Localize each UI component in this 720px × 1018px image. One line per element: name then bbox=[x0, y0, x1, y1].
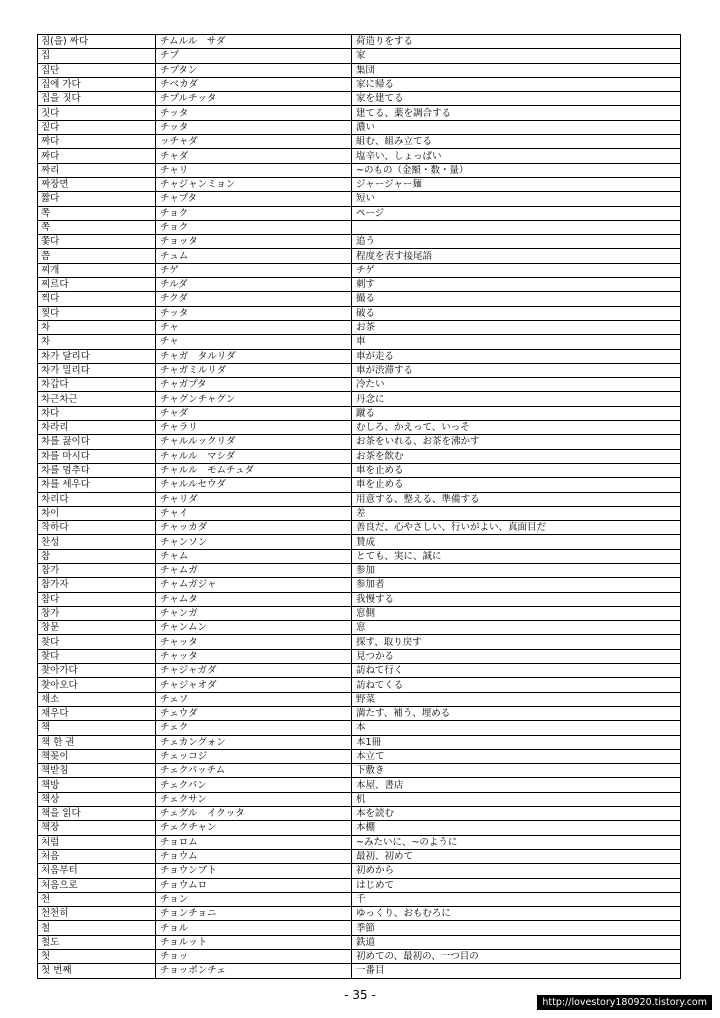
reading-cell: チャ bbox=[156, 320, 352, 334]
meaning-cell: ~のもの（金額・数・量） bbox=[352, 163, 681, 177]
reading-cell: チャダ bbox=[156, 149, 352, 163]
reading-cell: チクダ bbox=[156, 292, 352, 306]
korean-word-cell: 철도 bbox=[38, 935, 156, 949]
korean-word-cell: 찾아가다 bbox=[38, 664, 156, 678]
meaning-cell: 車を止める bbox=[352, 478, 681, 492]
reading-cell: チョク bbox=[156, 206, 352, 220]
table-row bbox=[38, 435, 681, 449]
korean-word-cell: 착하다 bbox=[38, 521, 156, 535]
table-row bbox=[38, 807, 681, 821]
table-row bbox=[38, 706, 681, 720]
korean-word-cell: 쪽 bbox=[38, 206, 156, 220]
table-row bbox=[38, 764, 681, 778]
korean-word-cell: 첫 번째 bbox=[38, 964, 156, 978]
meaning-cell: 探す、取り戻す bbox=[352, 635, 681, 649]
table-row bbox=[38, 521, 681, 535]
meaning-cell: 参加者 bbox=[352, 578, 681, 592]
korean-word-cell: 짜리 bbox=[38, 163, 156, 177]
table-row bbox=[38, 249, 681, 263]
korean-word-cell: 책장 bbox=[38, 821, 156, 835]
page-number: - 35 - bbox=[344, 988, 376, 1002]
korean-word-cell: 철 bbox=[38, 921, 156, 935]
table-row bbox=[38, 163, 681, 177]
meaning-cell: 車 bbox=[352, 335, 681, 349]
reading-cell: チョウム bbox=[156, 849, 352, 863]
meaning-cell: 一番目 bbox=[352, 964, 681, 978]
reading-cell: チョッ bbox=[156, 950, 352, 964]
korean-word-cell: 찍다 bbox=[38, 292, 156, 306]
table-row bbox=[38, 421, 681, 435]
reading-cell: チェクパッチム bbox=[156, 764, 352, 778]
korean-word-cell: 채우다 bbox=[38, 706, 156, 720]
korean-word-cell: 처음부터 bbox=[38, 864, 156, 878]
table-row bbox=[38, 63, 681, 77]
korean-word-cell: 천천히 bbox=[38, 907, 156, 921]
table-row bbox=[38, 892, 681, 906]
meaning-cell: 季節 bbox=[352, 921, 681, 935]
korean-word-cell: 찾아오다 bbox=[38, 678, 156, 692]
korean-word-cell: 차가 밀리다 bbox=[38, 363, 156, 377]
korean-word-cell: 창가 bbox=[38, 606, 156, 620]
table-row bbox=[38, 778, 681, 792]
reading-cell: チャ bbox=[156, 335, 352, 349]
reading-cell: チャルルセウダ bbox=[156, 478, 352, 492]
table-row bbox=[38, 406, 681, 420]
korean-word-cell: 처럼 bbox=[38, 835, 156, 849]
table-row bbox=[38, 206, 681, 220]
table-row bbox=[38, 463, 681, 477]
meaning-cell: 車を止める bbox=[352, 463, 681, 477]
reading-cell: チャムガ bbox=[156, 563, 352, 577]
korean-word-cell: 짜다 bbox=[38, 149, 156, 163]
meaning-cell: ページ bbox=[352, 206, 681, 220]
korean-word-cell: 찾다 bbox=[38, 635, 156, 649]
table-row bbox=[38, 335, 681, 349]
reading-cell: チョンチョニ bbox=[156, 907, 352, 921]
reading-cell: チャッタ bbox=[156, 649, 352, 663]
reading-cell: チルダ bbox=[156, 278, 352, 292]
korean-word-cell: 처음으로 bbox=[38, 878, 156, 892]
table-row bbox=[38, 649, 681, 663]
reading-cell: チョン bbox=[156, 892, 352, 906]
korean-word-cell: 책 한 권 bbox=[38, 735, 156, 749]
meaning-cell: 集団 bbox=[352, 63, 681, 77]
korean-word-cell: 참가자 bbox=[38, 578, 156, 592]
reading-cell: チョウムロ bbox=[156, 878, 352, 892]
reading-cell: チェウダ bbox=[156, 706, 352, 720]
table-row bbox=[38, 35, 681, 49]
korean-word-cell: 책상 bbox=[38, 792, 156, 806]
table-row bbox=[38, 950, 681, 964]
meaning-cell: 机 bbox=[352, 792, 681, 806]
table-row bbox=[38, 692, 681, 706]
meaning-cell: お茶をいれる、お茶を沸かす bbox=[352, 435, 681, 449]
table-row bbox=[38, 849, 681, 863]
table-row bbox=[38, 664, 681, 678]
korean-word-cell: 찾다 bbox=[38, 649, 156, 663]
korean-word-cell: 차가 달리다 bbox=[38, 349, 156, 363]
reading-cell: チャグンチャグン bbox=[156, 392, 352, 406]
meaning-cell: 建てる、薬を調合する bbox=[352, 106, 681, 120]
meaning-cell: ジャージャー麺 bbox=[352, 177, 681, 191]
table-row bbox=[38, 106, 681, 120]
table-row bbox=[38, 363, 681, 377]
korean-word-cell: 참 bbox=[38, 549, 156, 563]
reading-cell: チャルル モムチュダ bbox=[156, 463, 352, 477]
table-row bbox=[38, 535, 681, 549]
meaning-cell: 初めての、最初の、一つ目の bbox=[352, 950, 681, 964]
vocabulary-table bbox=[37, 34, 681, 979]
korean-word-cell: 차를 끓이다 bbox=[38, 435, 156, 449]
reading-cell: チェクサン bbox=[156, 792, 352, 806]
meaning-cell: 本1冊 bbox=[352, 735, 681, 749]
meaning-cell: 用意する、整える、準備する bbox=[352, 492, 681, 506]
meaning-cell: 満たす、補う、埋める bbox=[352, 706, 681, 720]
korean-word-cell: 책방 bbox=[38, 778, 156, 792]
table-row bbox=[38, 120, 681, 134]
meaning-cell: 差 bbox=[352, 506, 681, 520]
reading-cell: チャイ bbox=[156, 506, 352, 520]
korean-word-cell: 집 bbox=[38, 49, 156, 63]
table-row bbox=[38, 492, 681, 506]
meaning-cell: 本を読む bbox=[352, 807, 681, 821]
meaning-cell: 家に帰る bbox=[352, 77, 681, 91]
reading-cell: チェク bbox=[156, 721, 352, 735]
table-row bbox=[38, 592, 681, 606]
korean-word-cell: 차 bbox=[38, 320, 156, 334]
meaning-cell: 刺す bbox=[352, 278, 681, 292]
reading-cell: チョロム bbox=[156, 835, 352, 849]
table-row bbox=[38, 149, 681, 163]
meaning-cell: 本 bbox=[352, 721, 681, 735]
vocabulary-table-body bbox=[38, 35, 681, 979]
reading-cell: チョッポンチェ bbox=[156, 964, 352, 978]
meaning-cell: 鉄道 bbox=[352, 935, 681, 949]
meaning-cell: 賛成 bbox=[352, 535, 681, 549]
table-row bbox=[38, 792, 681, 806]
korean-word-cell: 차근차근 bbox=[38, 392, 156, 406]
meaning-cell: むしろ、かえって、いっそ bbox=[352, 421, 681, 435]
meaning-cell: 短い bbox=[352, 192, 681, 206]
reading-cell: チャジャンミョン bbox=[156, 177, 352, 191]
table-row bbox=[38, 349, 681, 363]
reading-cell: チベカダ bbox=[156, 77, 352, 91]
korean-word-cell: 쫓다 bbox=[38, 235, 156, 249]
table-row bbox=[38, 721, 681, 735]
table-row bbox=[38, 864, 681, 878]
meaning-cell: 訪ねて行く bbox=[352, 664, 681, 678]
reading-cell: チャジャオダ bbox=[156, 678, 352, 692]
table-row bbox=[38, 878, 681, 892]
meaning-cell: 本立て bbox=[352, 749, 681, 763]
meaning-cell: 下敷き bbox=[352, 764, 681, 778]
table-row bbox=[38, 306, 681, 320]
reading-cell: チャリ bbox=[156, 163, 352, 177]
reading-cell: チムルル サダ bbox=[156, 35, 352, 49]
korean-word-cell: 차이 bbox=[38, 506, 156, 520]
reading-cell: チェソ bbox=[156, 692, 352, 706]
reading-cell: チャジャガダ bbox=[156, 664, 352, 678]
meaning-cell: 家を建てる bbox=[352, 92, 681, 106]
korean-word-cell: 참다 bbox=[38, 592, 156, 606]
reading-cell: チョク bbox=[156, 220, 352, 234]
meaning-cell: 追う bbox=[352, 235, 681, 249]
table-row bbox=[38, 578, 681, 592]
korean-word-cell: 차를 마시다 bbox=[38, 449, 156, 463]
meaning-cell: 参加 bbox=[352, 563, 681, 577]
meaning-cell: 我慢する bbox=[352, 592, 681, 606]
table-row bbox=[38, 292, 681, 306]
meaning-cell: はじめて bbox=[352, 878, 681, 892]
reading-cell: ッチャダ bbox=[156, 135, 352, 149]
reading-cell: チャム bbox=[156, 549, 352, 563]
korean-word-cell: 천 bbox=[38, 892, 156, 906]
meaning-cell: 車が渋滞する bbox=[352, 363, 681, 377]
source-url[interactable]: http://lovestory180920.tistory.com bbox=[537, 995, 712, 1010]
meaning-cell: 破る bbox=[352, 306, 681, 320]
reading-cell: チャガミルリダ bbox=[156, 363, 352, 377]
reading-cell: チャリダ bbox=[156, 492, 352, 506]
reading-cell: チェカングォン bbox=[156, 735, 352, 749]
reading-cell: チェクパン bbox=[156, 778, 352, 792]
korean-word-cell: 참가 bbox=[38, 563, 156, 577]
reading-cell: チャンソン bbox=[156, 535, 352, 549]
reading-cell: チェッコジ bbox=[156, 749, 352, 763]
reading-cell: チャッタ bbox=[156, 635, 352, 649]
table-row bbox=[38, 135, 681, 149]
table-row bbox=[38, 77, 681, 91]
meaning-cell: 丹念に bbox=[352, 392, 681, 406]
table-row bbox=[38, 506, 681, 520]
korean-word-cell: 짜다 bbox=[38, 135, 156, 149]
table-row bbox=[38, 678, 681, 692]
korean-word-cell: 짙다 bbox=[38, 120, 156, 134]
korean-word-cell: 책받침 bbox=[38, 764, 156, 778]
table-row bbox=[38, 220, 681, 234]
reading-cell: チェグル イクッタ bbox=[156, 807, 352, 821]
korean-word-cell: 쯤 bbox=[38, 249, 156, 263]
table-row bbox=[38, 263, 681, 277]
reading-cell: チョッタ bbox=[156, 235, 352, 249]
korean-word-cell: 짜장면 bbox=[38, 177, 156, 191]
reading-cell: チャルルックリダ bbox=[156, 435, 352, 449]
korean-word-cell: 책꽂이 bbox=[38, 749, 156, 763]
reading-cell: チャルル マシダ bbox=[156, 449, 352, 463]
korean-word-cell: 창문 bbox=[38, 621, 156, 635]
meaning-cell: 窓側 bbox=[352, 606, 681, 620]
korean-word-cell: 첫 bbox=[38, 950, 156, 964]
korean-word-cell: 책 bbox=[38, 721, 156, 735]
korean-word-cell: 찬성 bbox=[38, 535, 156, 549]
meaning-cell: 本棚 bbox=[352, 821, 681, 835]
table-row bbox=[38, 749, 681, 763]
table-row bbox=[38, 549, 681, 563]
table-row bbox=[38, 907, 681, 921]
reading-cell: チュム bbox=[156, 249, 352, 263]
korean-word-cell: 차다 bbox=[38, 406, 156, 420]
korean-word-cell: 책을 읽다 bbox=[38, 807, 156, 821]
reading-cell: チョル bbox=[156, 921, 352, 935]
reading-cell: チャガプタ bbox=[156, 378, 352, 392]
meaning-cell: 程度を表す接尾語 bbox=[352, 249, 681, 263]
meaning-cell: 撮る bbox=[352, 292, 681, 306]
reading-cell: チャダ bbox=[156, 406, 352, 420]
meaning-cell: 荷造りをする bbox=[352, 35, 681, 49]
meaning-cell: お茶を飲む bbox=[352, 449, 681, 463]
meaning-cell: 野菜 bbox=[352, 692, 681, 706]
meaning-cell: ゆっくり、おもむろに bbox=[352, 907, 681, 921]
meaning-cell: 窓 bbox=[352, 621, 681, 635]
meaning-cell: 塩辛い、しょっぱい bbox=[352, 149, 681, 163]
meaning-cell: 千 bbox=[352, 892, 681, 906]
meaning-cell: 濃い bbox=[352, 120, 681, 134]
table-row bbox=[38, 478, 681, 492]
table-row bbox=[38, 177, 681, 191]
meaning-cell: 家 bbox=[352, 49, 681, 63]
reading-cell: チャプタ bbox=[156, 192, 352, 206]
reading-cell: チプ bbox=[156, 49, 352, 63]
korean-word-cell: 차를 세우다 bbox=[38, 478, 156, 492]
meaning-cell: 組む、組み立てる bbox=[352, 135, 681, 149]
table-row bbox=[38, 235, 681, 249]
meaning-cell: チゲ bbox=[352, 263, 681, 277]
korean-word-cell: 찢다 bbox=[38, 306, 156, 320]
table-row bbox=[38, 563, 681, 577]
meaning-cell: 最初、初めて bbox=[352, 849, 681, 863]
korean-word-cell: 차를 멈추다 bbox=[38, 463, 156, 477]
korean-word-cell: 짐(을) 싸다 bbox=[38, 35, 156, 49]
korean-word-cell: 집에 가다 bbox=[38, 77, 156, 91]
korean-word-cell: 찌르다 bbox=[38, 278, 156, 292]
meaning-cell: ~みたいに、~のように bbox=[352, 835, 681, 849]
table-row bbox=[38, 606, 681, 620]
table-row bbox=[38, 92, 681, 106]
korean-word-cell: 차 bbox=[38, 335, 156, 349]
reading-cell: チェクチャン bbox=[156, 821, 352, 835]
table-row bbox=[38, 821, 681, 835]
table-row bbox=[38, 964, 681, 978]
table-row bbox=[38, 392, 681, 406]
meaning-cell: とても、実に、誠に bbox=[352, 549, 681, 563]
table-row bbox=[38, 921, 681, 935]
reading-cell: チャムタ bbox=[156, 592, 352, 606]
reading-cell: チッタ bbox=[156, 120, 352, 134]
table-row bbox=[38, 378, 681, 392]
korean-word-cell: 차리다 bbox=[38, 492, 156, 506]
table-row bbox=[38, 49, 681, 63]
table-row bbox=[38, 835, 681, 849]
korean-word-cell: 차라리 bbox=[38, 421, 156, 435]
reading-cell: チッタ bbox=[156, 306, 352, 320]
meaning-cell: 見つかる bbox=[352, 649, 681, 663]
korean-word-cell: 찌개 bbox=[38, 263, 156, 277]
meaning-cell: 訪ねてくる bbox=[352, 678, 681, 692]
korean-word-cell: 쪽 bbox=[38, 220, 156, 234]
reading-cell: チャガ タルリダ bbox=[156, 349, 352, 363]
table-row bbox=[38, 192, 681, 206]
korean-word-cell: 짓다 bbox=[38, 106, 156, 120]
korean-word-cell: 집단 bbox=[38, 63, 156, 77]
meaning-cell: 車が走る bbox=[352, 349, 681, 363]
korean-word-cell: 차갑다 bbox=[38, 378, 156, 392]
reading-cell: チャムガジャ bbox=[156, 578, 352, 592]
table-row bbox=[38, 935, 681, 949]
meaning-cell: お茶 bbox=[352, 320, 681, 334]
reading-cell: チッタ bbox=[156, 106, 352, 120]
meaning-cell bbox=[352, 220, 681, 234]
meaning-cell: 初めから bbox=[352, 864, 681, 878]
meaning-cell: 善良だ、心やさしい、行いがよい、真面目だ bbox=[352, 521, 681, 535]
meaning-cell: 蹴る bbox=[352, 406, 681, 420]
reading-cell: チャンムン bbox=[156, 621, 352, 635]
korean-word-cell: 채소 bbox=[38, 692, 156, 706]
table-row bbox=[38, 449, 681, 463]
meaning-cell: 冷たい bbox=[352, 378, 681, 392]
table-row bbox=[38, 320, 681, 334]
meaning-cell: 本屋、書店 bbox=[352, 778, 681, 792]
reading-cell: チョルット bbox=[156, 935, 352, 949]
reading-cell: チャッカダ bbox=[156, 521, 352, 535]
reading-cell: チプタン bbox=[156, 63, 352, 77]
reading-cell: チョウンブト bbox=[156, 864, 352, 878]
table-row bbox=[38, 621, 681, 635]
table-row bbox=[38, 278, 681, 292]
table-row bbox=[38, 635, 681, 649]
korean-word-cell: 집을 짓다 bbox=[38, 92, 156, 106]
korean-word-cell: 처음 bbox=[38, 849, 156, 863]
reading-cell: チャラリ bbox=[156, 421, 352, 435]
table-row bbox=[38, 735, 681, 749]
reading-cell: チャンガ bbox=[156, 606, 352, 620]
reading-cell: チゲ bbox=[156, 263, 352, 277]
reading-cell: チプルチッタ bbox=[156, 92, 352, 106]
korean-word-cell: 짧다 bbox=[38, 192, 156, 206]
